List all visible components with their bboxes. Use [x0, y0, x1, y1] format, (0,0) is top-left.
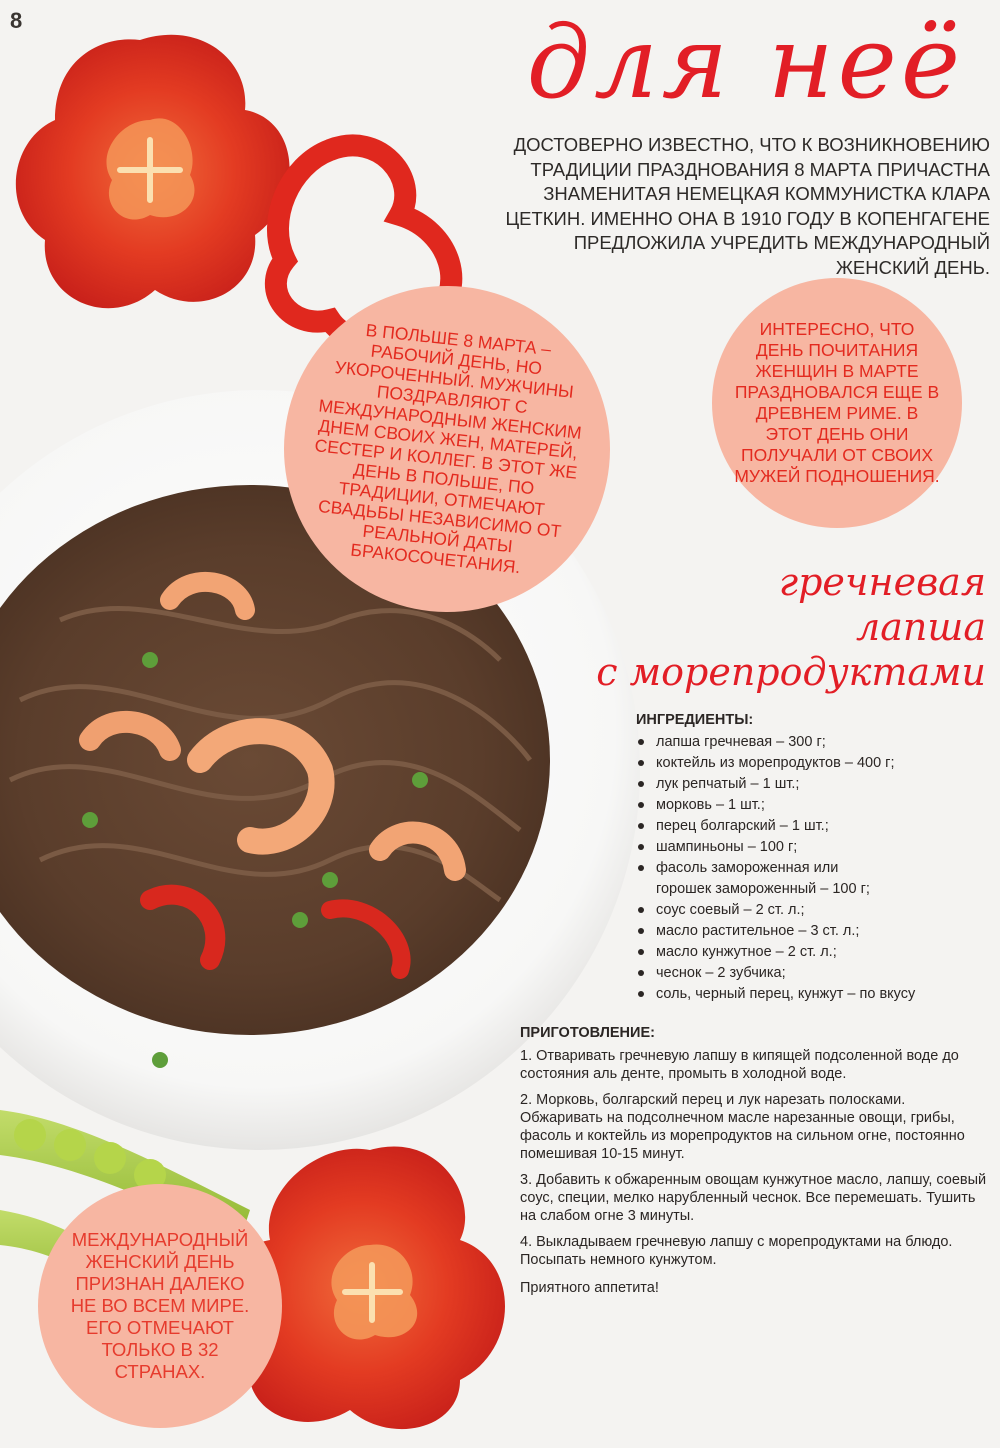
fact-text-world: МЕЖДУНАРОДНЫЙ ЖЕНСКИЙ ДЕНЬ ПРИЗНАН ДАЛЕКО НЕ ВО ВСЕМ МИРЕ. ЕГО ОТМЕЧАЮТ ТОЛЬКО В 32 СТРАНАХ.	[70, 1229, 250, 1382]
ingredient-item: лук репчатый – 1 шт.;	[634, 774, 992, 795]
preparation-step: 4. Выкладываем гречневую лапшу с морепродуктами на блюдо. Посыпать немного кунжутом.	[520, 1234, 953, 1268]
fact-bubble-rome	[712, 278, 962, 528]
recipe-title-line-1: гречневая	[778, 560, 986, 604]
ingredient-item: чеснок – 2 зубчика;	[634, 963, 992, 984]
bullet-icon	[638, 991, 644, 997]
ingredient-item: соль, черный перец, кунжут – по вкусу	[634, 984, 992, 1005]
recipe-title-line-3: с морепродуктами	[596, 650, 986, 694]
bullet-icon	[638, 781, 644, 787]
ingredient-item: масло кунжутное – 2 ст. л.;	[634, 942, 992, 963]
page-number: 8	[10, 8, 23, 33]
fact-text-poland: В ПОЛЬШЕ 8 МАРТА – РАБОЧИЙ ДЕНЬ, НО УКОРОЧЕННЫЙ. МУЖЧИНЫ ПОЗДРАВЛЯЮТ С МЕЖДУНАРОДНЫМ ЖЕНСКИМ ДНЕМ СВОИХ ЖЕН, МАТЕРЕЙ, СЕСТЕР И КОЛЛЕГ. В ЭТОТ ЖЕ ДЕНЬ В ПОЛЬШЕ, ПО ТРАДИЦИИ, ОТМЕЧАЮТ СВАДЬБЫ НЕЗАВИСИМО ОТ РЕАЛЬНОЙ ДАТЫ БРАКОСОЧЕТАНИЯ.	[313, 319, 583, 578]
bullet-icon	[638, 970, 644, 976]
ingredient-continuation: горошек замороженный – 100 г;	[656, 881, 870, 897]
preparation-step: 2. Морковь, болгарский перец и лук нарезать полосками. Обжаривать на подсолнечном масле нарезанные овощи, грибы, фасоль и коктейль из морепродуктов на сильном огне, постоянно помешивая 10-15 минут.	[520, 1092, 965, 1162]
ingredient-item: шампиньоны – 100 г;	[634, 837, 992, 858]
recipe-title-line-2: лапша	[856, 605, 986, 649]
ingredient-item: лапша гречневая – 300 г;	[634, 732, 992, 753]
bullet-icon	[638, 760, 644, 766]
recipe-body	[520, 712, 992, 1297]
bullet-icon	[638, 907, 644, 913]
page-title: для неё	[526, 4, 964, 121]
preparation-step: 3. Добавить к обжаренным овощам кунжутное масло, лапшу, соевый соус, специи, мелко нарубленный чеснок. Все перемешать. Тушить на слабом огне 3 минуты.	[520, 1172, 987, 1224]
bullet-icon	[638, 802, 644, 808]
ingredient-item: соус соевый – 2 ст. л.;	[634, 900, 992, 921]
bullet-icon	[638, 928, 644, 934]
ingredient-item: морковь – 1 шт.;	[634, 795, 992, 816]
bullet-icon	[638, 844, 644, 850]
ingredients-label: ИНГРЕДИЕНТЫ:	[636, 712, 754, 728]
ingredients-list	[634, 732, 992, 1005]
fact-bubble-world	[38, 1184, 282, 1428]
ingredient-item: перец болгарский – 1 шт.;	[634, 816, 992, 837]
pepper-slice-top-left	[16, 35, 290, 308]
bullet-icon	[638, 865, 644, 871]
recipe-title	[596, 560, 986, 695]
ingredient-item: фасоль замороженная или горошек замороженный – 100 г;	[634, 858, 992, 900]
bullet-icon	[638, 949, 644, 955]
preparation-label: ПРИГОТОВЛЕНИЕ:	[520, 1025, 655, 1041]
ingredient-item: коктейль из морепродуктов – 400 г;	[634, 753, 992, 774]
preparation-step: 1. Отваривать гречневую лапшу в кипящей подсоленной воде до состояния аль денте, промыть в холодной воде.	[520, 1048, 959, 1082]
bullet-icon	[638, 823, 644, 829]
closing-text: Приятного аппетита!	[520, 1280, 659, 1296]
bullet-icon	[638, 739, 644, 745]
fact-text-rome: ИНТЕРЕСНО, ЧТО ДЕНЬ ПОЧИТАНИЯ ЖЕНЩИН В МАРТЕ ПРАЗДНОВАЛСЯ ЕЩЕ В ДРЕВНЕМ РИМЕ. В ЭТОТ ДЕНЬ ОНИ ПОЛУЧАЛИ ОТ СВОИХ МУЖЕЙ ПОДНОШЕНИЯ.	[734, 319, 940, 486]
intro-text: ДОСТОВЕРНО ИЗВЕСТНО, ЧТО К ВОЗНИКНОВЕНИЮ ТРАДИЦИИ ПРАЗДНОВАНИЯ 8 МАРТА ПРИЧАСТНА ЗНАМЕНИТАЯ НЕМЕЦКАЯ КОММУНИСТКА КЛАРА ЦЕТКИН. ИМЕННО ОНА В 1910 ГОДУ В КОПЕНГАГЕНЕ ПРЕДЛОЖИЛА УЧРЕДИТЬ МЕЖДУНАРОДНЫЙ ЖЕНСКИЙ ДЕНЬ.	[505, 134, 990, 278]
ingredient-item: масло растительное – 3 ст. л.;	[634, 921, 992, 942]
